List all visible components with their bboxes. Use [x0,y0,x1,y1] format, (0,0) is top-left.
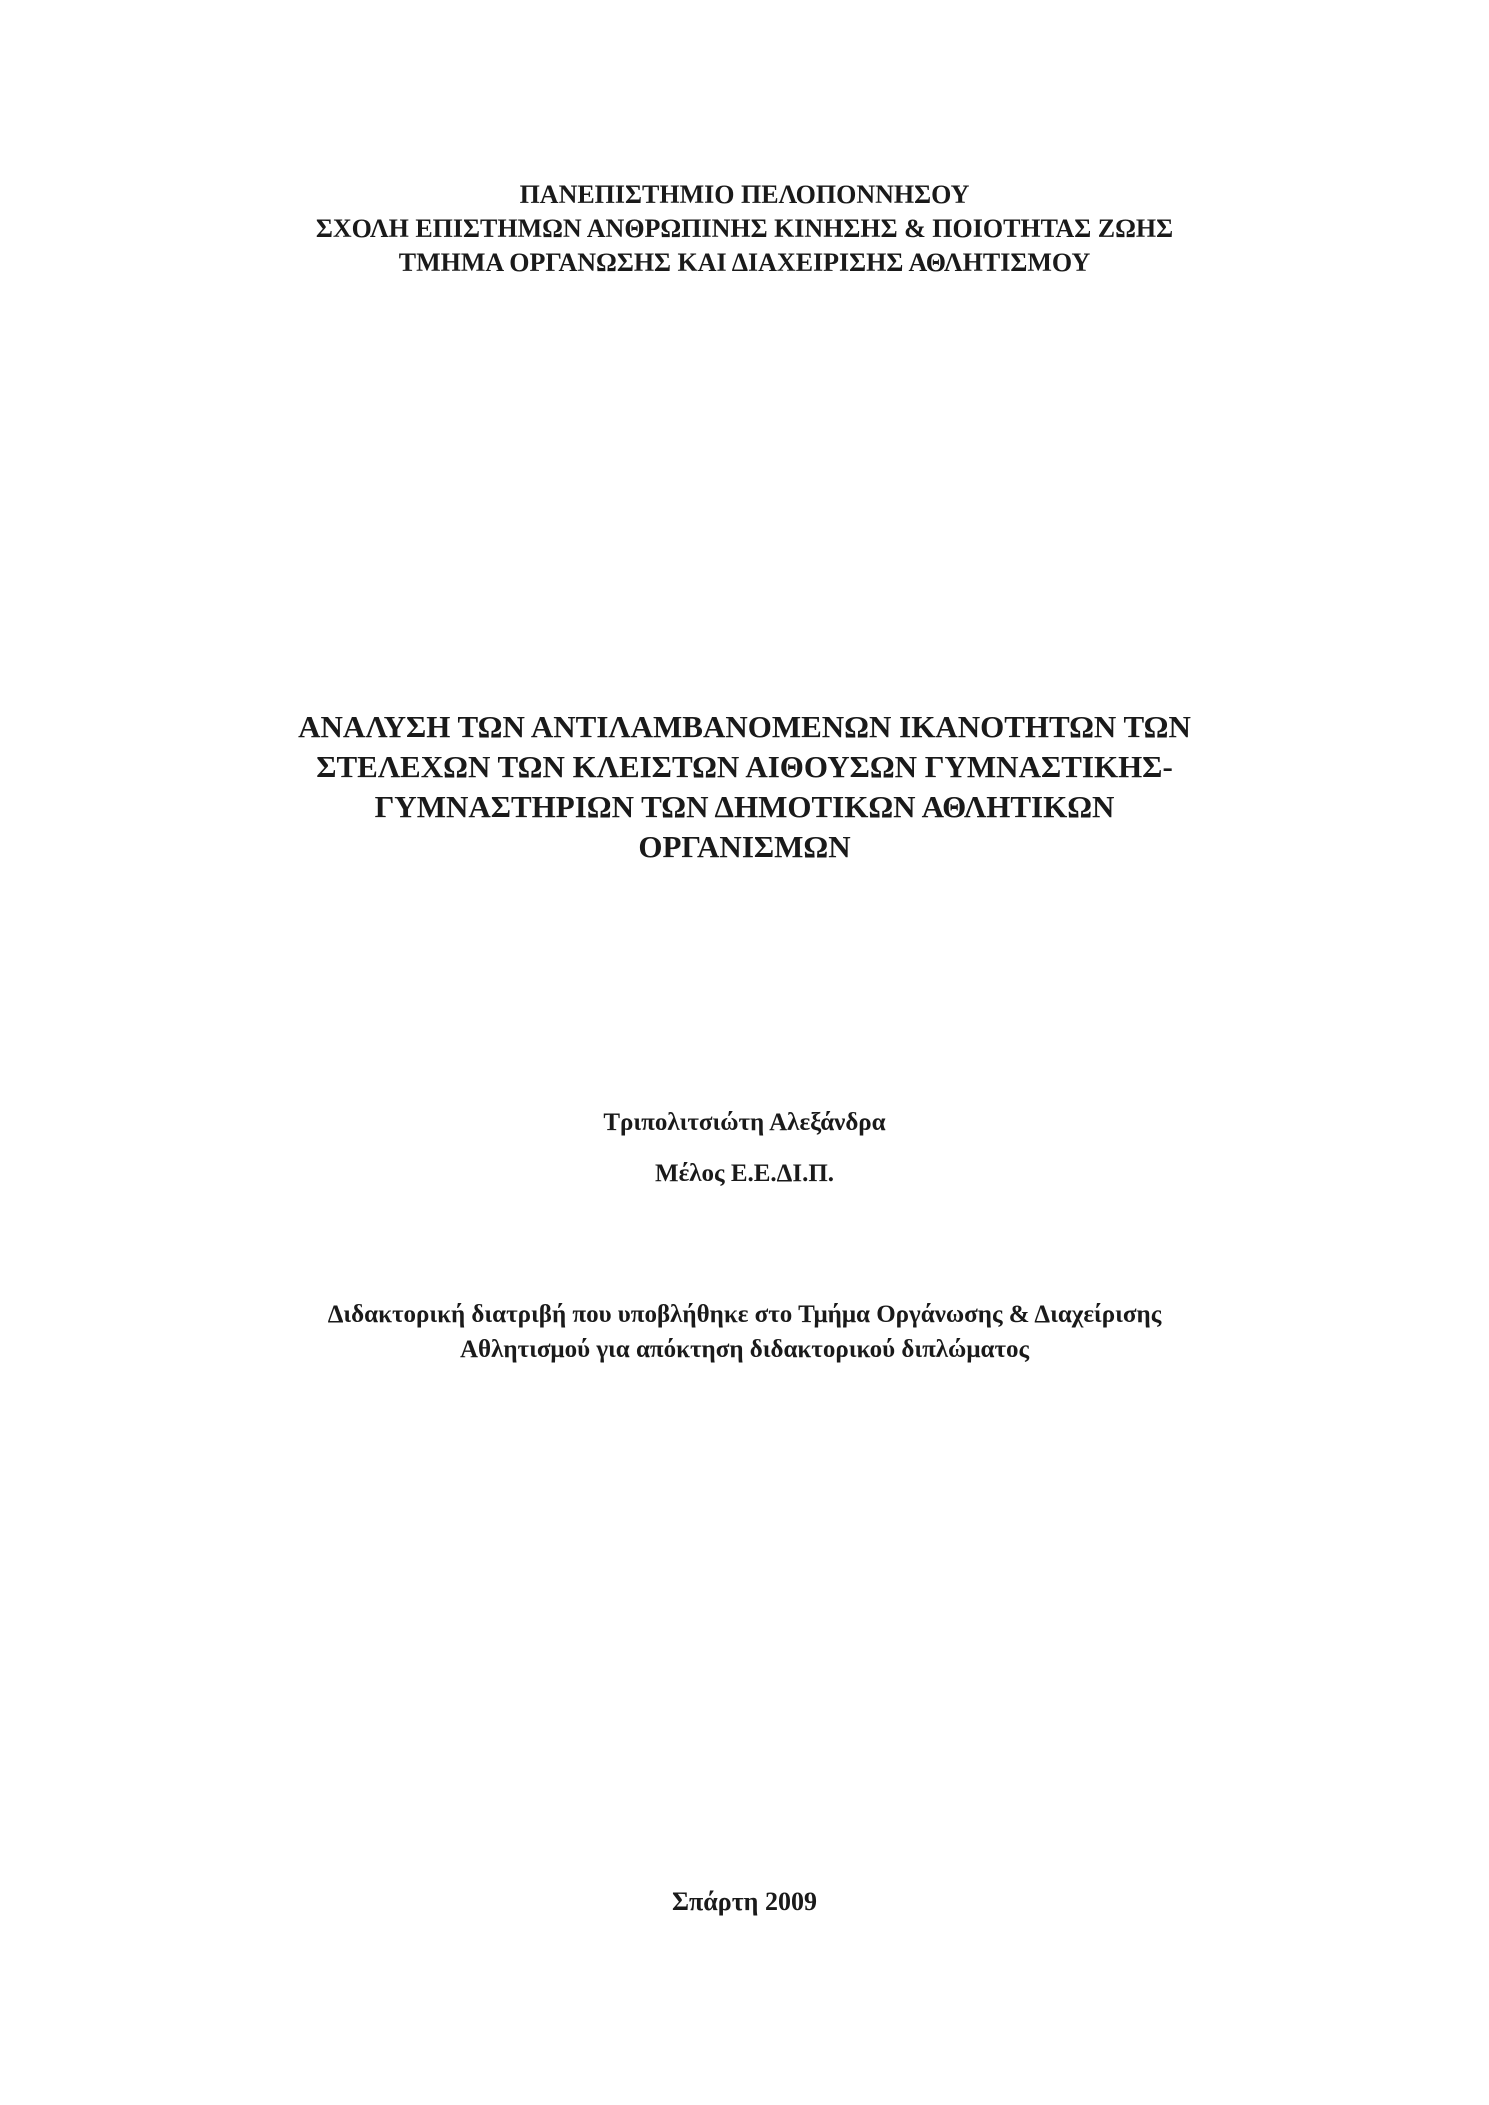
thesis-title-line: ΟΡΓΑΝΙΣΜΩΝ [638,829,851,864]
description-line: Διδακτορική διατριβή που υποβλήθηκε στο Τμήμα Οργάνωσης & Διαχείρισης [327,1301,1162,1328]
author-block [0,1097,1489,1199]
place-and-date: Σπάρτη 2009 [672,1887,817,1916]
thesis-title-line: ΑΝΑΛΥΣΗ ΤΩΝ ΑΝΤΙΛΑΜΒΑΝΟΜΕΝΩΝ ΙΚΑΝΟΤΗΤΩΝ ΤΩΝ [298,709,1191,744]
author-name: Τριπολιτσιώτη Αλεξάνδρα [603,1109,886,1136]
school-name: ΣΧΟΛΗ ΕΠΙΣΤΗΜΩΝ ΑΝΘΡΩΠΙΝΗΣ ΚΙΝΗΣΗΣ & ΠΟΙΟΤΗΤΑΣ ΖΩΗΣ [315,214,1174,243]
thesis-title [0,707,1489,867]
department-name: ΤΜΗΜΑ ΟΡΓΑΝΩΣΗΣ ΚΑΙ ΔΙΑΧΕΙΡΙΣΗΣ ΑΘΛΗΤΙΣΜΟΥ [398,248,1091,277]
university-name: ΠΑΝΕΠΙΣΤΗΜΙΟ ΠΕΛΟΠΟΝΝΗΣΟΥ [519,180,970,209]
author-role: Μέλος Ε.Ε.ΔΙ.Π. [654,1160,835,1187]
description-line: Αθλητισμού για απόκτηση διδακτορικού διπλώματος [459,1336,1030,1363]
thesis-title-line: ΣΤΕΛΕΧΩΝ ΤΩΝ ΚΛΕΙΣΤΩΝ ΑΙΘΟΥΣΩΝ ΓΥΜΝΑΣΤΙΚΗΣ- [316,749,1173,784]
thesis-description [0,1297,1489,1367]
thesis-title-line: ΓΥΜΝΑΣΤΗΡΙΩΝ ΤΩΝ ΔΗΜΟΤΙΚΩΝ ΑΘΛΗΤΙΚΩΝ [374,789,1115,824]
institution-header [0,178,1489,280]
